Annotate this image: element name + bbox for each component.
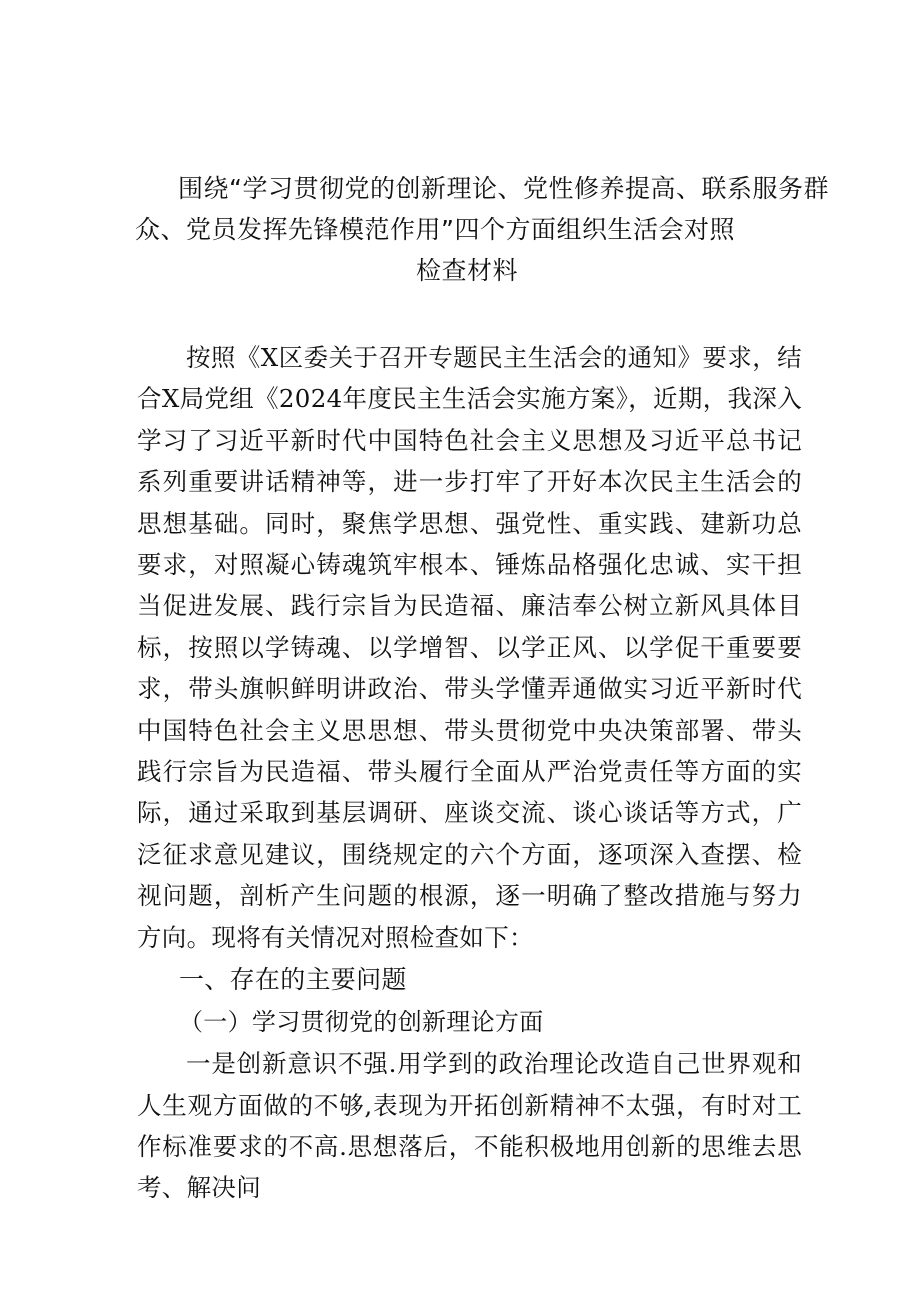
document-title — [120, 168, 829, 291]
intro-paragraph: 按照《X区委关于召开专题民主生活会的通知》要求，结合X局党组《2024年度民主生活会实施方案》，近期，我深入学习了习近平新时代中国特色社会主义思想及习近平总书记系列重要讲话精神等，进一步打牢了开好本次民主生活会的思想基础。同时，聚焦学思想、强党性、重实践、建新功总要求，对照凝心铸魂筑牢根本、锤炼品格强化忠诚、实干担当促进发展、践行宗旨为民造福、廉洁奉公树立新风具体目标，按照以学铸魂、以学增智、以学正风、以学促干重要要求，带头旗帜鲜明讲政治、带头学懂弄通做实习近平新时代中国特色社会主义思思想、带头贯彻党中央决策部署、带头践行宗旨为民造福、带头履行全面从严治党责任等方面的实际，通过采取到基层调研、座谈交流、谈心谈话等方式，广泛征求意见建议，围绕规定的六个方面，逐项深入查摆、检视问题，剖析产生问题的根源，逐一明确了整改措施与努力方向。现将有关情况对照检查如下： — [137, 343, 802, 952]
document-body — [137, 337, 802, 1209]
title-line-2: 众、党员发挥先锋模范作用”四个方面组织生活会对照 — [135, 215, 735, 244]
subsection-paragraph-theory: 一是创新意识不强.用学到的政治理论改造自己世界观和人生观方面做的不够,表现为开拓创新精神不太强，有时对工作标准要求的不高.思想落后，不能积极地用创新的思维去思考、解决问 — [137, 1049, 802, 1203]
title-line-1: 围绕“学习贯彻党的创新理论、党性修养提高、联系服务群 — [178, 174, 829, 203]
title-line-3: 检查材料 — [416, 256, 519, 285]
subsection-heading-theory: （一）学习贯彻党的创新理论方面 — [179, 1008, 544, 1037]
section-heading-main-problems: 一、存在的主要问题 — [179, 965, 407, 995]
